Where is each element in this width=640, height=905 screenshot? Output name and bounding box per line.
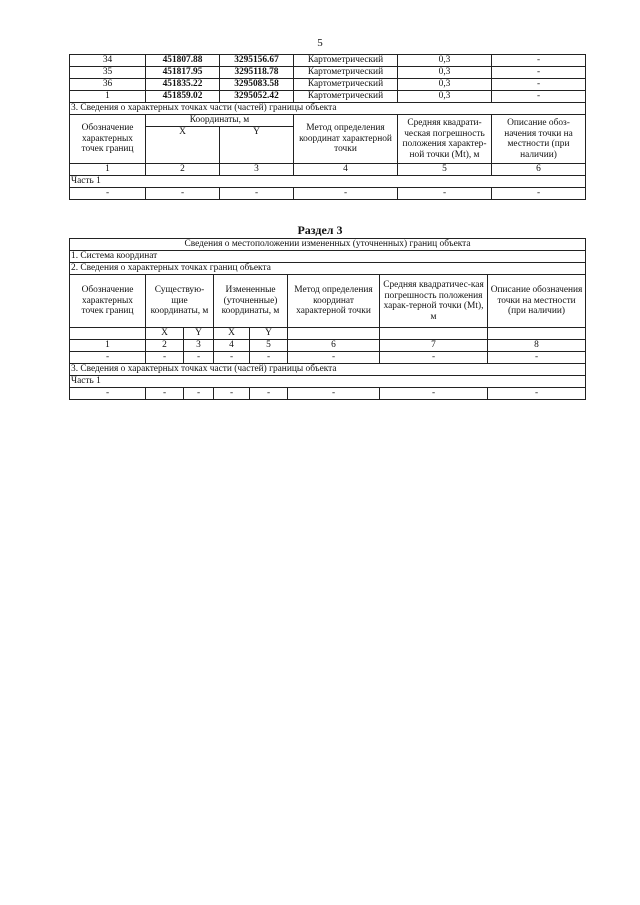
section3-table bbox=[69, 238, 586, 400]
header-y-existing: Y bbox=[184, 328, 214, 340]
point-number: 35 bbox=[70, 67, 146, 79]
table-row bbox=[70, 55, 586, 67]
coord-x: 451835.22 bbox=[146, 79, 220, 91]
empty-row-cell: - bbox=[398, 188, 492, 200]
empty-row bbox=[70, 388, 586, 400]
empty-row-cell: - bbox=[250, 352, 288, 364]
empty-row-cell: - bbox=[488, 388, 586, 400]
method: Картометрический bbox=[294, 67, 398, 79]
empty-row-cell: - bbox=[220, 188, 294, 200]
column-numbers-row-cell: 5 bbox=[398, 164, 492, 176]
column-numbers-row-cell: 3 bbox=[220, 164, 294, 176]
mt-value: 0,3 bbox=[398, 67, 492, 79]
part-label: Часть 1 bbox=[70, 376, 586, 388]
method: Картометрический bbox=[294, 55, 398, 67]
mt-value: 0,3 bbox=[398, 79, 492, 91]
empty-row-cell: - bbox=[146, 188, 220, 200]
empty-row bbox=[70, 352, 586, 364]
empty-row-cell: - bbox=[288, 352, 380, 364]
empty-row bbox=[70, 188, 586, 200]
method: Картометрический bbox=[294, 79, 398, 91]
header-x: X bbox=[146, 126, 220, 163]
column-numbers-row-cell: 2 bbox=[146, 340, 184, 352]
header-method: Метод определения координат характерной точки bbox=[288, 275, 380, 328]
method: Картометрический bbox=[294, 91, 398, 103]
part-label: Часть 1 bbox=[70, 176, 586, 188]
empty-row-cell: - bbox=[70, 188, 146, 200]
header-y: Y bbox=[220, 126, 294, 163]
column-numbers-row-cell: 6 bbox=[288, 340, 380, 352]
header-designation: Обозначение характерных точек границ bbox=[70, 275, 146, 328]
header-method: Метод определения координат характерной точки bbox=[294, 115, 398, 164]
point-number: 1 bbox=[70, 91, 146, 103]
header-mt: Средняя квадратичес-кая погрешность положения харак-терной точки (Mt), м bbox=[380, 275, 488, 328]
coord-y: 3295052.42 bbox=[220, 91, 294, 103]
table-row bbox=[70, 79, 586, 91]
empty-row-cell: - bbox=[146, 388, 184, 400]
coord-x: 451817.95 bbox=[146, 67, 220, 79]
header-changed-coords: Измененные (уточненные) координаты, м bbox=[214, 275, 288, 328]
header-description: Описание обоз-начения точки на местности (при наличии) bbox=[492, 115, 586, 164]
coord-y: 3295083.58 bbox=[220, 79, 294, 91]
empty-row-cell: - bbox=[488, 352, 586, 364]
coord-system-title: 1. Система координат bbox=[70, 251, 586, 263]
part-section-title: 3. Сведения о характерных точках части (частей) границы объекта bbox=[70, 103, 586, 115]
column-numbers-row bbox=[70, 164, 586, 176]
column-numbers-row-cell: 1 bbox=[70, 340, 146, 352]
description: - bbox=[492, 55, 586, 67]
points-section-title: 2. Сведения о характерных точках границ объекта bbox=[70, 263, 586, 275]
section-caption: Сведения о местоположении измененных (уточненных) границ объекта bbox=[70, 239, 586, 251]
column-numbers-row-cell: 1 bbox=[70, 164, 146, 176]
empty-row-cell: - bbox=[214, 352, 250, 364]
header-designation: Обозначение характерных точек границ bbox=[70, 115, 146, 164]
column-numbers-row-cell: 3 bbox=[184, 340, 214, 352]
header-existing-coords: Существую-щие координаты, м bbox=[146, 275, 214, 328]
description: - bbox=[492, 91, 586, 103]
header-x-existing: X bbox=[146, 328, 184, 340]
mt-value: 0,3 bbox=[398, 55, 492, 67]
point-number: 34 bbox=[70, 55, 146, 67]
part-section-title: 3. Сведения о характерных точках части (частей) границы объекта bbox=[70, 364, 586, 376]
empty-row-cell: - bbox=[288, 388, 380, 400]
description: - bbox=[492, 67, 586, 79]
section-title: Раздел 3 bbox=[297, 223, 343, 237]
table-row bbox=[70, 67, 586, 79]
column-numbers-row-cell: 8 bbox=[488, 340, 586, 352]
coord-x: 451859.02 bbox=[146, 91, 220, 103]
column-numbers-row-cell: 6 bbox=[492, 164, 586, 176]
column-numbers-row-cell: 4 bbox=[294, 164, 398, 176]
header-mt: Средняя квадрати-ческая погрешность положения характер-ной точки (Mt), м bbox=[398, 115, 492, 164]
empty-row-cell: - bbox=[380, 352, 488, 364]
empty-row-cell: - bbox=[294, 188, 398, 200]
empty-row-cell: - bbox=[380, 388, 488, 400]
empty-row-cell: - bbox=[492, 188, 586, 200]
empty-row-cell: - bbox=[70, 388, 146, 400]
empty-row-cell: - bbox=[214, 388, 250, 400]
coord-x: 451807.88 bbox=[146, 55, 220, 67]
column-numbers-row-cell: 4 bbox=[214, 340, 250, 352]
points-table-continued bbox=[69, 54, 586, 200]
empty-row-cell: - bbox=[250, 388, 288, 400]
header-coords: Координаты, м bbox=[146, 115, 294, 127]
coord-y: 3295118.78 bbox=[220, 67, 294, 79]
table-row bbox=[70, 91, 586, 103]
column-numbers-row-cell: 7 bbox=[380, 340, 488, 352]
column-numbers-row bbox=[70, 340, 586, 352]
header-x-changed: X bbox=[214, 328, 250, 340]
empty-row-cell: - bbox=[70, 352, 146, 364]
mt-value: 0,3 bbox=[398, 91, 492, 103]
empty-row-cell: - bbox=[184, 352, 214, 364]
coord-y: 3295156.67 bbox=[220, 55, 294, 67]
header-description: Описание обозначения точки на местности (при наличии) bbox=[488, 275, 586, 328]
empty-row-cell: - bbox=[146, 352, 184, 364]
point-number: 36 bbox=[70, 79, 146, 91]
header-y-changed: Y bbox=[250, 328, 288, 340]
description: - bbox=[492, 79, 586, 91]
empty-row-cell: - bbox=[184, 388, 214, 400]
column-numbers-row-cell: 2 bbox=[146, 164, 220, 176]
column-numbers-row-cell: 5 bbox=[250, 340, 288, 352]
page-number: 5 bbox=[317, 37, 323, 49]
